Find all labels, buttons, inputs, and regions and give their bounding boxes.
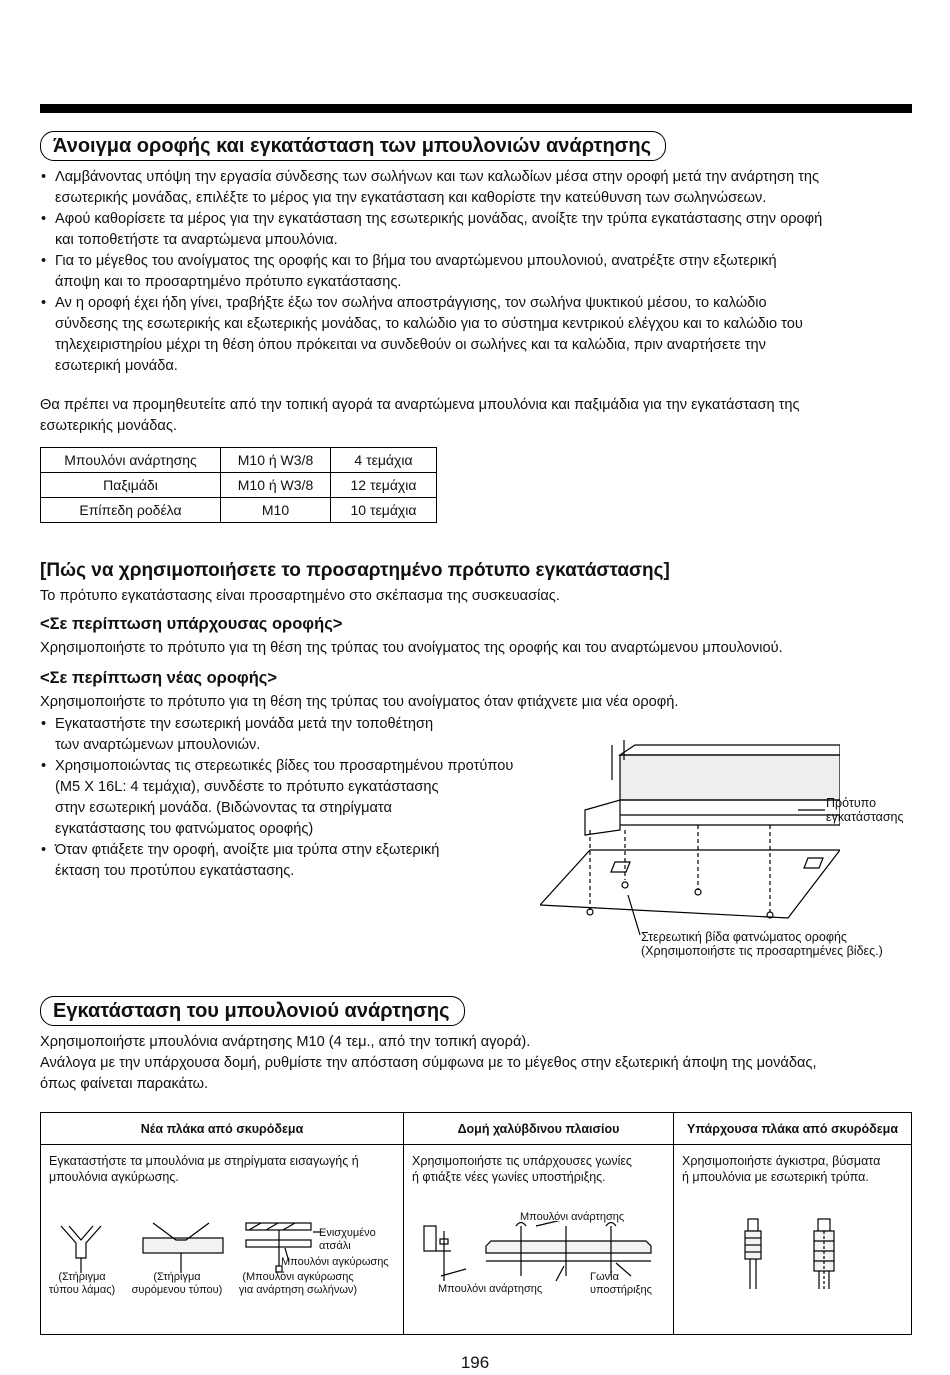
procurement-note: Θα πρέπει να προμηθευτείτε από την τοπική αγορά τα αναρτώμενα μπουλόνια και παξιμάδια για την εγκατάσταση της εσωτερικής μονάδας.: [40, 397, 800, 434]
table-row: [41, 498, 437, 523]
cell: M10 ή W3/8: [221, 473, 331, 498]
bullet-item: • Αν η οροφή έχει ήδη γίνει, τραβήξτε έξω τον σωλήνα αποστράγγισης, τον σωλήνα ψυκτικού μέσου, το καλώδιο σύνδεσης της εσωτερικής και εξωτερικής μονάδας, το καλώδιο για το σύστημα κεντρικού ελέγχου και το καλώδιο του τηλεχειριστηρίου μέχρι τη θέση όπου πρόκειται να συνδεθούν οι σωλήνες και τα καλώδια, πριν αναρτήσετε την εσωτερική μονάδα.: [38, 293, 918, 377]
cell: M10 ή W3/8: [221, 448, 331, 473]
column-desc: Εγκαταστήστε τα μπουλόνια με στηρίγματα εισαγωγής ή μπουλόνια αγκύρωσης.: [49, 1154, 359, 1184]
column-desc: Χρησιμοποιήστε άγκιστρα, βύσματα ή μπουλόνια με εσωτερική τρύπα.: [682, 1154, 881, 1184]
column-new-concrete: [41, 1113, 404, 1334]
bullet-item: • Εγκαταστήστε την εσωτερική μονάδα μετά την τοποθέτηση των αναρτώμενων μπουλονιών.: [38, 714, 578, 756]
cell: M10: [221, 498, 331, 523]
structure-table: [40, 1112, 912, 1335]
cell: 4 τεμάχια: [331, 448, 437, 473]
bullet-item: • Όταν φτιάξετε την οροφή, ανοίξτε μια τρύπα στην εξωτερική έκταση του προτύπου εγκατάστασης.: [38, 840, 578, 882]
template-heading: [Πώς να χρησιμοποιήσετε το προσαρτημένο πρότυπο εγκατάστασης]: [40, 560, 670, 581]
new-ceiling-heading: <Σε περίπτωση νέας οροφής>: [40, 669, 278, 687]
cell: 10 τεμάχια: [331, 498, 437, 523]
existing-concrete-figure: [734, 1217, 874, 1292]
parts-table: [40, 447, 437, 523]
screw-label: Στερεωτική βίδα φατνώματος οροφής (Χρησιμοποιήστε τις προσαρτημένες βίδες.): [641, 930, 883, 958]
cell: 12 τεμάχια: [331, 473, 437, 498]
bullet-item: • Λαμβάνοντας υπόψη την εργασία σύνδεσης των σωλήνων και των καλωδίων μέσα στην οροφή μετά την ανάρτηση της εσωτερικής μονάδας, επιλέξτε το μέρος για την εγκατάσταση και καθορίστε την κατεύθυνση των σωληνώσεων.: [38, 167, 918, 209]
caption-anchor-bolt: (Μπουλόνι αγκύρωσης για ανάρτηση σωλήνων): [238, 1271, 358, 1296]
section-title-ceiling-opening: Άνοιγμα οροφής και εγκατάσταση των μπουλονιών ανάρτησης: [40, 131, 666, 161]
bolt-label-top: Μπουλόνι ανάρτησης: [520, 1211, 625, 1223]
column-existing-concrete: [674, 1113, 911, 1334]
bullet-item: • Αφού καθορίσετε τα μέρος για την εγκατάσταση της εσωτερικής μονάδας, ανοίξτε την τρύπα εγκατάστασης στην οροφή και τοποθετήστε τα αναρτώμενα μπουλόνια.: [38, 209, 918, 251]
new-ceiling-text: Χρησιμοποιήστε το πρότυπο για τη θέση της τρύπας του ανοίγματος όταν φτιάχνετε μια νέα οροφή.: [40, 694, 679, 710]
hanging-bolt-text: Χρησιμοποιήστε μπουλόνια ανάρτησης M10 (4 τεμ., από την τοπική αγορά). Ανάλογα με την υπάρχουσα δομή, ρυθμίστε την απόσταση σύμφωνα με το μέγεθος στην εξωτερική άποψη της μονάδας, όπως φαίνεται παρακάτω.: [40, 1034, 817, 1092]
anchor-label: Μπουλόνι αγκύρωσης: [281, 1256, 389, 1268]
existing-ceiling-text: Χρησιμοποιήστε το πρότυπο για τη θέση της τρύπας του ανοίγματος της οροφής και του αναρτώμενου μπουλονιού.: [40, 640, 783, 656]
cell: Επίπεδη ροδέλα: [41, 498, 221, 523]
bullet-item: • Για το μέγεθος του ανοίγματος της οροφής και το βήμα του αναρτώμενου μπουλονιού, ανατρέξτε στην εξωτερική άποψη και το προσαρτημένο πρότυπο εγκατάστασης.: [38, 251, 918, 293]
table-row: [41, 473, 437, 498]
column-desc: Χρησιμοποιήστε τις υπάρχουσες γωνίες ή φτιάξτε νέες γωνίες υποστήριξης.: [412, 1154, 632, 1184]
template-intro: Το πρότυπο εγκατάστασης είναι προσαρτημένο στο σκέπασμα της συσκευασίας.: [40, 588, 560, 604]
bolt-label-bottom: Μπουλόνι ανάρτησης: [438, 1283, 543, 1295]
section-title-hanging-bolt: Εγκατάσταση του μπουλονιού ανάρτησης: [40, 996, 465, 1026]
column-header: Υπάρχουσα πλάκα από σκυρόδεμα: [674, 1113, 911, 1145]
cell: Μπουλόνι ανάρτησης: [41, 448, 221, 473]
caption-plate-insert: (Στήριγμα τύπου λάμας): [48, 1271, 116, 1296]
bullet-item: • Χρησιμοποιώντας τις στερεωτικές βίδες του προσαρτημένου προτύπου (M5 X 16L: 4 τεμάχια), συνδέστε το πρότυπο εγκατάστασης στην εσωτερική μονάδα. (Βιδώνοντας τα στηρίγματα εγκατάστασης του φατνώματος οροφής): [38, 756, 578, 840]
column-header: Νέα πλάκα από σκυρόδεμα: [41, 1113, 403, 1145]
angle-label: Γωνία υποστήριξης: [590, 1271, 652, 1296]
caption-slide-insert: (Στήριγμα συρόμενου τύπου): [131, 1271, 223, 1296]
rebar-label: Ενισχυμένο ατσάλι: [319, 1227, 376, 1252]
template-label: Πρότυπο εγκατάστασης: [826, 796, 904, 824]
new-ceiling-bullets: [38, 714, 578, 882]
column-steel-frame: [404, 1113, 674, 1334]
cell: Παξιμάδι: [41, 473, 221, 498]
header-rule: [40, 104, 912, 113]
page-number: 196: [460, 1353, 490, 1372]
template-install-figure: [540, 740, 840, 940]
column-header: Δομή χαλύβδινου πλαισίου: [404, 1113, 673, 1145]
table-row: [41, 448, 437, 473]
existing-ceiling-heading: <Σε περίπτωση υπάρχουσας οροφής>: [40, 615, 343, 633]
ceiling-opening-bullets: [38, 167, 918, 377]
